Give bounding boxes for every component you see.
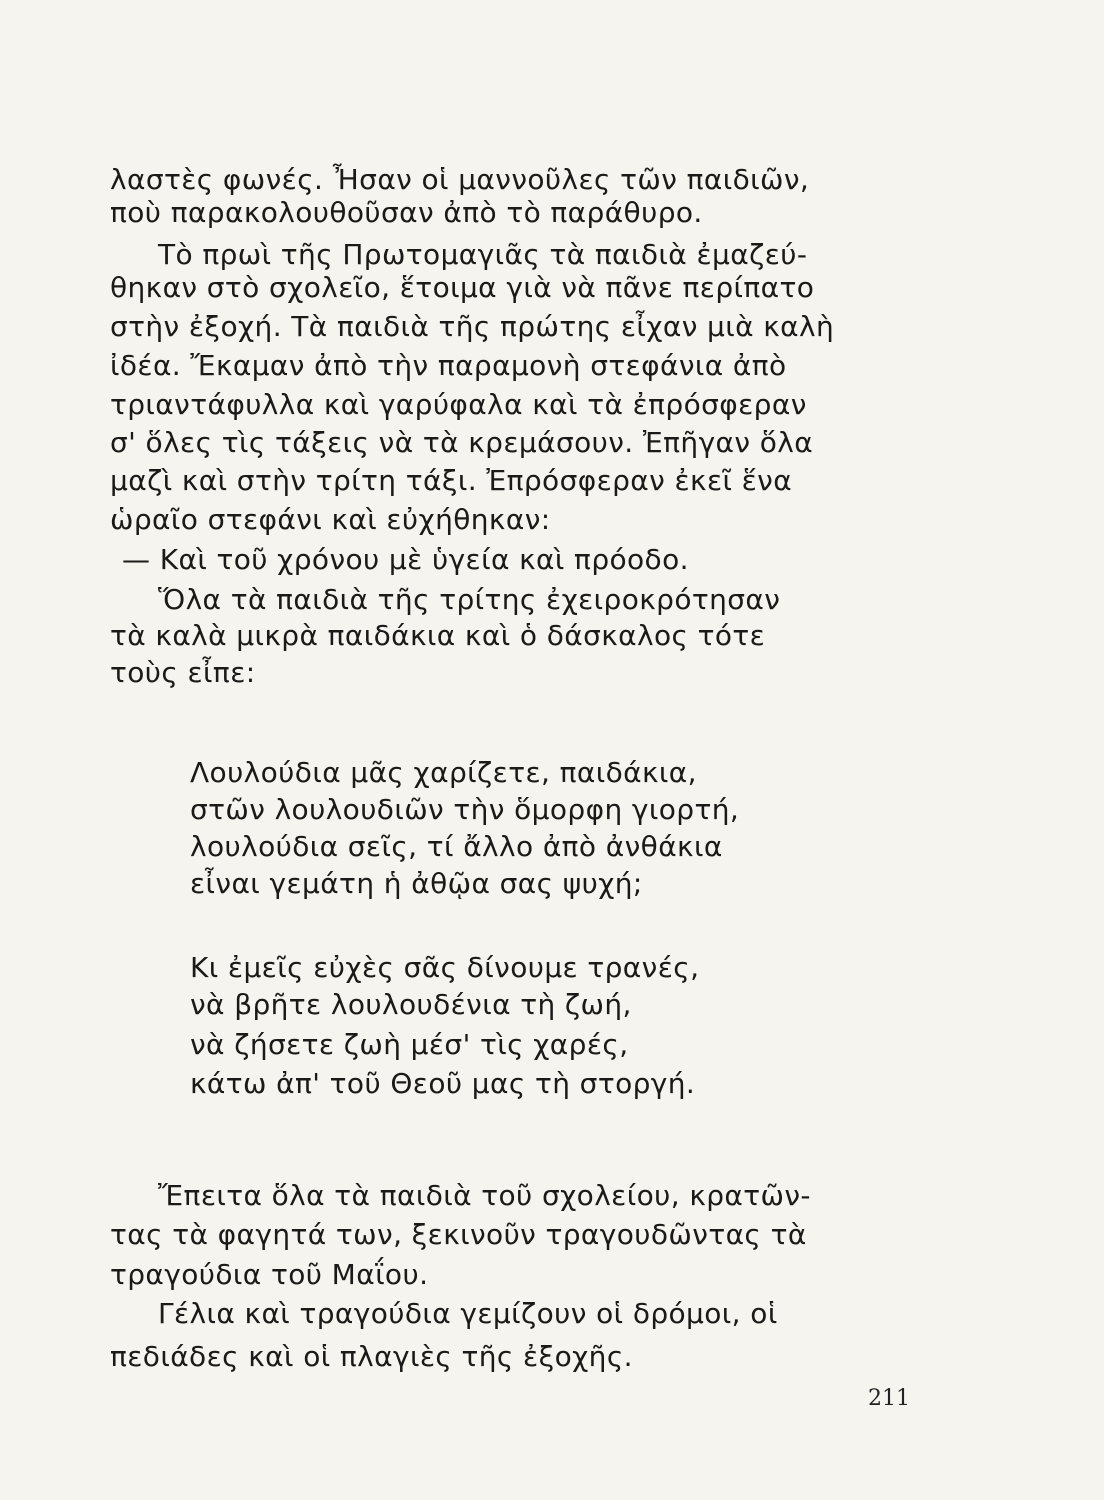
- poem-line: νὰ βρῆτε λουλουδένια τὴ ζωή,: [190, 988, 632, 1021]
- text-line: τριαντάφυλλα καὶ γαρύφαλα καὶ τὰ ἐπρόσφεραν: [110, 388, 807, 421]
- text-line: ἰδέα. Ἔκαμαν ἀπὸ τὴν παραμονὴ στεφάνια ἀπὸ: [110, 349, 787, 382]
- poem-line: εἶναι γεμάτη ἡ ἀθῷα σας ψυχή;: [190, 867, 643, 900]
- text-line: ὡραῖο στεφάνι καὶ εὐχήθηκαν:: [110, 503, 551, 536]
- text-line: Γέλια καὶ τραγούδια γεμίζουν οἱ δρόμοι, οἱ: [158, 1297, 778, 1330]
- text-line: σ' ὅλες τὶς τάξεις νὰ τὰ κρεμάσουν. Ἐπῆγαν ὅλα: [110, 426, 814, 459]
- text-line: Τὸ πρωὶ τῆς Πρωτομαγιᾶς τὰ παιδιὰ ἐμαζεύ-: [158, 238, 808, 271]
- text-line: τὰ καλὰ μικρὰ παιδάκια καὶ ὁ δάσκαλος τότε: [110, 619, 766, 652]
- poem-line: Κι ἐμεῖς εὐχὲς σᾶς δίνουμε τρανές,: [190, 951, 700, 984]
- text-line: ποὺ παρακολουθοῦσαν ἀπὸ τὸ παράθυρο.: [110, 196, 703, 229]
- text-line: θηκαν στὸ σχολεῖο, ἕτοιμα γιὰ νὰ πᾶνε περίπατο: [110, 271, 815, 304]
- poem-line: κάτω ἀπ' τοῦ Θεοῦ μας τὴ στοργή.: [190, 1067, 696, 1100]
- page-number: 211: [868, 1386, 910, 1411]
- poem-line: στῶν λουλουδιῶν τὴν ὅμορφη γιορτή,: [190, 793, 740, 826]
- poem-line: νὰ ζήσετε ζωὴ μέσ' τὶς χαρές,: [190, 1028, 629, 1061]
- text-line: μαζὶ καὶ στὴν τρίτη τάξι. Ἐπρόσφεραν ἐκεῖ ἕνα: [110, 464, 793, 497]
- text-line: τοὺς εἶπε:: [110, 656, 256, 689]
- text-line: Ἔπειτα ὅλα τὰ παιδιὰ τοῦ σχολείου, κρατῶν-: [158, 1179, 811, 1212]
- text-line: Ὅλα τὰ παιδιὰ τῆς τρίτης ἐχειροκρότησαν: [158, 583, 781, 616]
- poem-line: Λουλούδια μᾶς χαρίζετε, παιδάκια,: [190, 756, 697, 789]
- text-line: στὴν ἐξοχή. Τὰ παιδιὰ τῆς πρώτης εἶχαν μιὰ καλὴ: [110, 310, 835, 343]
- text-line: τραγούδια τοῦ Μαΐου.: [110, 1258, 429, 1291]
- poem-line: λουλούδια σεῖς, τί ἄλλο ἀπὸ ἀνθάκια: [190, 830, 723, 863]
- text-line: πεδιάδες καὶ οἱ πλαγιὲς τῆς ἐξοχῆς.: [110, 1340, 633, 1373]
- text-line: τας τὰ φαγητά των, ξεκινοῦν τραγουδῶντας τὰ: [110, 1218, 807, 1251]
- text-line: λαστὲς φωνές. Ἦσαν οἱ μαννοῦλες τῶν παιδιῶν,: [110, 163, 810, 196]
- dialogue-line: — Καὶ τοῦ χρόνου μὲ ὑγεία καὶ πρόοδο.: [122, 543, 689, 576]
